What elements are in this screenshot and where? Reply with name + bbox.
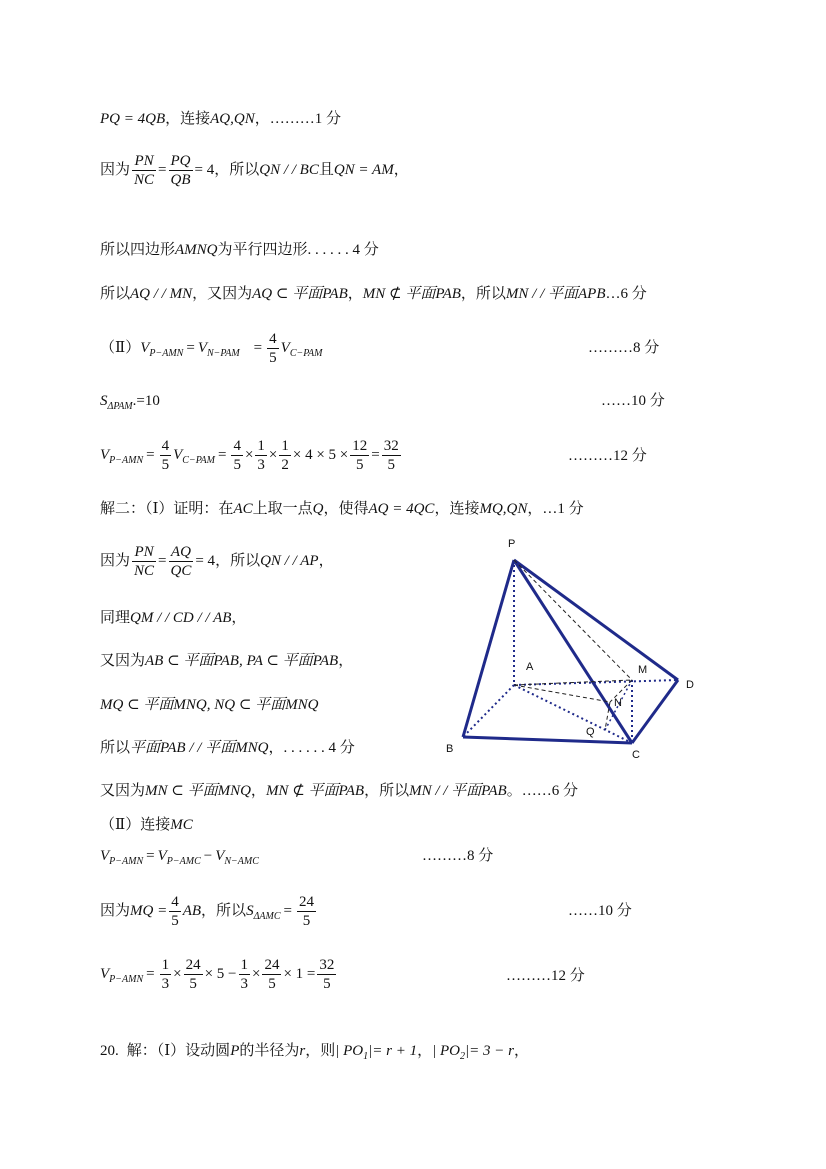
text: ，连接 (434, 501, 480, 517)
fraction (160, 437, 172, 474)
numerator: 1 (240, 957, 248, 973)
line-12 (100, 695, 318, 715)
math: MN / / 平面APB (505, 286, 606, 302)
label-q: Q (586, 726, 595, 738)
denominator: QB (170, 172, 191, 188)
text: = (146, 965, 155, 982)
numerator: 24 (185, 957, 201, 973)
line-6 (100, 391, 160, 417)
subscript: 2 (459, 1051, 465, 1062)
numerator: 1 (281, 438, 289, 454)
numerator: PN (132, 152, 156, 171)
math: |= r + 1 (368, 1043, 418, 1059)
line-5 (100, 330, 323, 367)
fraction (169, 152, 193, 189)
text: ，. . . . . . 4 分 (268, 740, 355, 756)
denominator: 5 (268, 976, 276, 992)
math: V (280, 339, 290, 356)
numerator: 24 (264, 957, 280, 973)
text: ，所以 (215, 552, 261, 569)
eq4: = 4 (194, 161, 215, 178)
part-label: （Ⅱ） (100, 339, 141, 356)
fraction (231, 437, 243, 474)
denominator: NC (134, 563, 155, 579)
text: 又因为 (100, 783, 146, 799)
fraction (317, 956, 336, 993)
denominator: 5 (233, 457, 241, 473)
denominator: 3 (240, 976, 248, 992)
subscript: P−AMN (109, 973, 144, 985)
math: V (100, 446, 110, 463)
score-10b: ……10 分 (568, 903, 632, 919)
text: .=10 (132, 393, 160, 409)
text: 为平行四边形. . . . . . 4 分 (217, 242, 379, 258)
line-2: 因为 $\frac{PN}{NC}$ = $\frac{PQ}{QB}$ = 4，所以QN / / BC且QN = AM， (100, 153, 409, 188)
subscript: P−AMN (109, 856, 144, 867)
text: − (203, 848, 213, 864)
numerator: AQ (169, 543, 194, 562)
math: | PO (432, 1043, 460, 1059)
math: QM / / CD / / AB (130, 610, 232, 626)
text: 的半径为 (239, 1043, 300, 1059)
denominator: 2 (281, 457, 289, 473)
text: 所以 (100, 286, 131, 302)
fraction (267, 330, 279, 367)
math-pq-eq: PQ = 4QB (100, 111, 166, 127)
score: 。……6 分 (506, 783, 578, 799)
math: V (100, 965, 110, 982)
label-c: C (632, 749, 640, 761)
denominator: 5 (323, 976, 331, 992)
line-15 (100, 815, 193, 835)
text: ， (231, 610, 247, 626)
numerator: 24 (299, 894, 315, 910)
denominator: 5 (171, 913, 179, 929)
fraction (169, 893, 181, 930)
subscript: ΔPAM (107, 401, 133, 412)
text: 上取一点 (252, 501, 313, 517)
text: 且 (318, 161, 334, 178)
math: 平面PAB / / 平面MNQ (130, 740, 269, 756)
math: V (100, 848, 110, 864)
numerator: 4 (233, 438, 241, 454)
math: MQ,QN (479, 501, 528, 517)
subscript: 1 (363, 1051, 369, 1062)
text: ， (393, 161, 409, 178)
math: AB ⊂ 平面PAB, PA ⊂ 平面PAB (145, 653, 339, 669)
denominator: 5 (387, 457, 395, 473)
text: ， (347, 286, 363, 302)
line-3 (100, 240, 379, 260)
text: （Ⅱ）连接 (100, 817, 171, 833)
math: QN / / BC (259, 161, 319, 178)
score-12b: ………12 分 (506, 968, 585, 984)
fraction (169, 543, 194, 580)
text: × (252, 965, 261, 982)
math: r (299, 1043, 306, 1059)
edge-pc (514, 560, 632, 743)
fraction (132, 543, 156, 580)
text: = (146, 446, 155, 463)
denominator: 5 (356, 457, 364, 473)
edge-cd (632, 680, 678, 743)
numerator: 4 (269, 331, 277, 347)
line-8 (100, 499, 584, 519)
fraction (262, 956, 281, 993)
line-4 (100, 284, 647, 304)
math: AB (182, 902, 202, 919)
numerator: 4 (171, 894, 179, 910)
math: MN ⊂ 平面MNQ (145, 783, 251, 799)
text: ，使得 (323, 501, 369, 517)
text: = 4 (195, 552, 216, 569)
text: = (186, 339, 195, 356)
score: ，………1 分 (254, 111, 341, 127)
numerator: 4 (161, 438, 170, 454)
text: = (283, 902, 293, 919)
fraction (160, 956, 172, 993)
math: Q (312, 501, 324, 517)
text: 所以 (100, 740, 131, 756)
line-16 (100, 846, 259, 872)
line-13 (100, 738, 355, 758)
line-17 (100, 893, 318, 930)
text: × (268, 446, 278, 463)
subscript: N−PAM (206, 347, 240, 359)
denominator: 5 (189, 976, 197, 992)
math: AMNQ (175, 242, 218, 258)
text: ，又因为 (192, 286, 253, 302)
math: MQ = (130, 902, 168, 919)
denominator: QC (170, 563, 192, 579)
subscript: P−AMC (166, 856, 201, 867)
math: MN ⊄ 平面PAB (265, 783, 365, 799)
text: = (253, 339, 263, 356)
score-10: ……10 分 (601, 393, 665, 409)
line-7 (100, 437, 403, 474)
denominator: NC (134, 172, 155, 188)
edge-pd (514, 560, 678, 680)
numerator: 32 (383, 438, 399, 454)
text: ，则 (305, 1043, 336, 1059)
text: = (146, 848, 155, 864)
subscript: C−PAM (289, 347, 323, 359)
line-11 (100, 651, 353, 671)
text: 因为 (100, 552, 131, 569)
denominator: 5 (161, 457, 170, 473)
score: …6 分 (605, 286, 647, 302)
text: ， (318, 552, 334, 569)
line-9: 因为 $\frac{PN}{NC}$ = $\frac{AQ}{QC}$ = 4，所以QN / / AP， (100, 544, 334, 579)
text: ，连接 (165, 111, 211, 127)
numerator: 1 (257, 438, 265, 454)
fraction (184, 956, 203, 993)
label-n: N (614, 697, 622, 709)
math: V (197, 339, 207, 356)
text: 解二：（Ⅰ）证明：在 (100, 501, 234, 517)
text: ， (250, 783, 266, 799)
text: × (173, 965, 182, 982)
text: × 5 − (204, 965, 237, 982)
fraction (297, 893, 316, 930)
numerator: 12 (352, 438, 368, 454)
text: ，所以 (214, 161, 260, 178)
text: ， (417, 1043, 433, 1059)
fraction (350, 437, 369, 474)
fraction (255, 437, 267, 474)
math: AQ = 4QC (368, 501, 435, 517)
fraction (239, 956, 251, 993)
line-14 (100, 781, 578, 801)
problem-number: 20. (100, 1043, 119, 1059)
fraction (132, 152, 156, 189)
line-1 (100, 109, 341, 129)
score-12: ………12 分 (568, 448, 647, 464)
math: V (173, 446, 183, 463)
math: AC (233, 501, 253, 517)
denominator: 3 (161, 976, 170, 992)
math: AQ ⊂ 平面PAB (252, 286, 348, 302)
subscript: P−AMN (109, 454, 144, 466)
score-8b: ………8 分 (422, 848, 494, 864)
text: 所以四边形 (100, 242, 176, 258)
math: MN / / 平面PAB (409, 783, 507, 799)
math: MQ ⊂ 平面MNQ, NQ ⊂ 平面MNQ (100, 697, 319, 713)
fraction (382, 437, 401, 474)
text: ，所以 (460, 286, 506, 302)
text: ，所以 (201, 902, 247, 919)
text: × (244, 446, 254, 463)
math: S (246, 902, 254, 919)
math: | PO (335, 1043, 364, 1059)
text: 同理 (100, 610, 131, 626)
text: = (371, 446, 380, 463)
math: QN = AM (333, 161, 394, 178)
math: V (140, 339, 150, 356)
numerator: PN (132, 543, 156, 562)
text: = (217, 446, 227, 463)
subscript: ΔAMC (253, 910, 281, 922)
line-10 (100, 608, 246, 628)
edge-bc (463, 737, 632, 743)
label-a: A (526, 661, 534, 673)
math: P (230, 1043, 240, 1059)
math: S (100, 393, 108, 409)
denominator: 5 (302, 913, 311, 929)
denominator: 5 (269, 350, 277, 366)
label-d: D (686, 679, 694, 691)
line-19 (100, 1041, 529, 1067)
numerator: PQ (170, 153, 191, 169)
pyramid-figure (440, 530, 710, 765)
text: ， (513, 1043, 529, 1059)
score: ，…1 分 (527, 501, 584, 517)
math: MN ⊄ 平面PAB (362, 286, 461, 302)
text: 因为 (100, 902, 131, 919)
text: ，所以 (364, 783, 410, 799)
subscript: P−AMN (149, 347, 184, 359)
math: AQ / / MN (130, 286, 193, 302)
denominator: 3 (257, 457, 265, 473)
numerator: 32 (319, 957, 335, 973)
label-m: M (638, 664, 648, 676)
score-8: ………8 分 (588, 340, 660, 356)
subscript: C−PAM (182, 454, 215, 466)
text: × 4 × 5 × (292, 446, 349, 463)
fraction (279, 437, 291, 474)
math: V (215, 848, 225, 864)
label-b: B (446, 743, 454, 755)
math: V (157, 848, 167, 864)
math: |= 3 − r (464, 1043, 514, 1059)
math-aq-qn: AQ,QN (210, 111, 255, 127)
label-p: P (508, 538, 516, 550)
math: QN / / AP (260, 552, 319, 569)
text: 因为 (100, 161, 131, 178)
text: × 1 = (283, 965, 316, 982)
subscript: N−AMC (224, 856, 259, 867)
text: ， (338, 653, 354, 669)
text: 又因为 (100, 653, 146, 669)
numerator: 1 (161, 957, 170, 973)
math: MC (170, 817, 193, 833)
line-18 (100, 956, 338, 993)
text: 解：（Ⅰ）设动圆 (126, 1043, 231, 1059)
